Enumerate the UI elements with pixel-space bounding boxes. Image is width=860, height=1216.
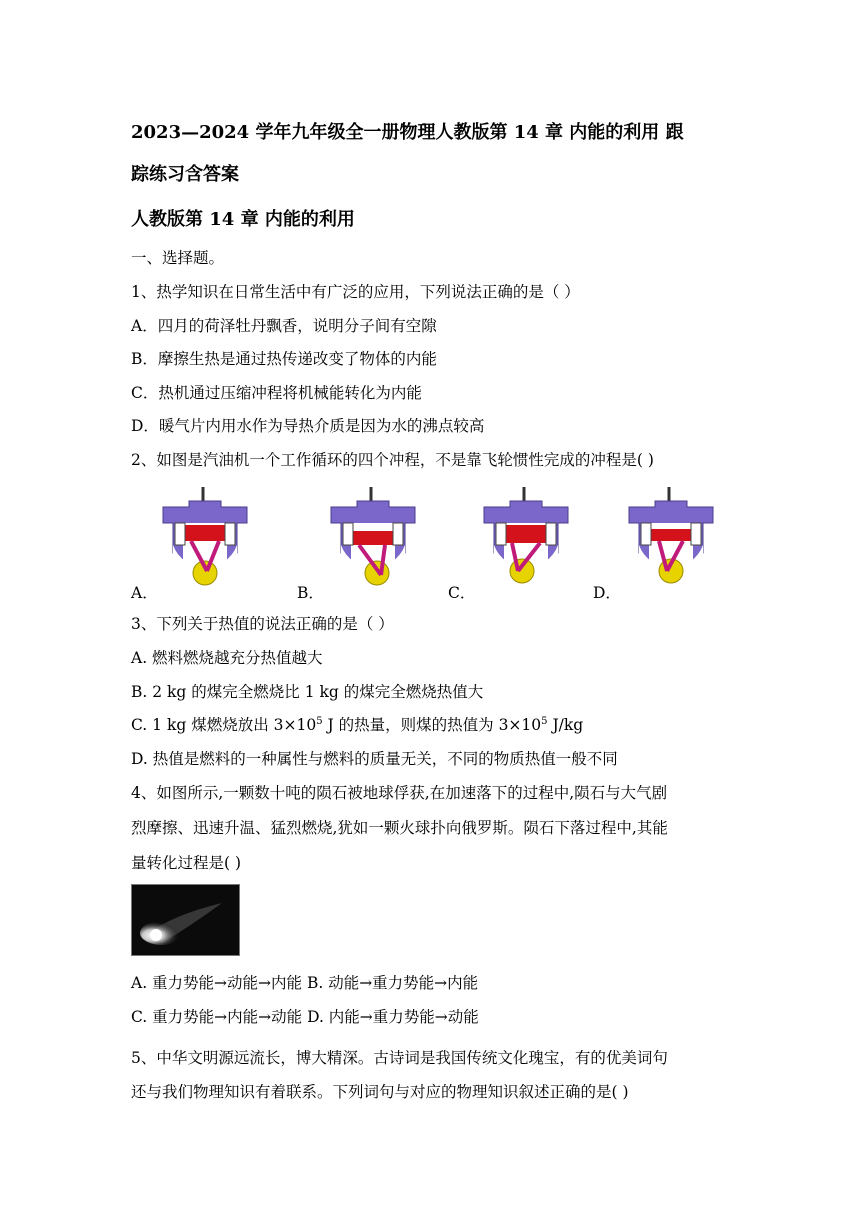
q3-option-b: B. 2 kg 的煤完全燃烧比 1 kg 的煤完全燃烧热值大 <box>131 683 484 701</box>
engine-label-a: A． <box>131 584 158 602</box>
engine-label-b: B． <box>297 584 324 602</box>
meteor-image <box>131 884 240 956</box>
q1-option-d: D．暖气片内用水作为导热介质是因为水的沸点较高 <box>131 417 485 435</box>
q2-engine-figures <box>131 485 731 602</box>
engine-diagram-a <box>155 485 255 595</box>
doc-title-line1: 2023—2024 学年九年级全一册物理人教版第 14 章 内能的利用 跟 <box>131 122 684 143</box>
q2-stem: 2、如图是汽油机一个工作循环的四个冲程，不是靠飞轮惯性完成的冲程是( ) <box>131 451 654 469</box>
engine-diagram-c <box>476 485 576 595</box>
q3-option-c: C. 1 kg 煤燃烧放出 $3\times 10^5$ J 的热量，则煤的热值为 $3\times 10^5$ J/kg <box>131 715 584 734</box>
q1-option-b: B．摩擦生热是通过热传递改变了物体的内能 <box>131 350 437 368</box>
engine-diagram-b <box>323 485 423 595</box>
q3-stem: 3、下列关于热值的说法正确的是（ ） <box>131 615 394 633</box>
q4-stem-line3: 量转化过程是( ) <box>131 854 242 872</box>
q5-stem-line1: 5、中华文明源远流长，博大精深。古诗词是我国传统文化瑰宝，有的优美词句 <box>131 1049 668 1067</box>
q3-option-d: D. 热值是燃料的一种属性与燃料的质量无关，不同的物质热值一般不同 <box>131 750 618 768</box>
q3-option-a: A. 燃料燃烧越充分热值越大 <box>131 649 323 667</box>
q4-options-cd: C. 重力势能→内能→动能 D. 内能→重力势能→动能 <box>131 1008 479 1026</box>
q1-option-c: C．热机通过压缩冲程将机械能转化为内能 <box>131 384 422 402</box>
q1-option-a: A．四月的荷泽牡丹飘香，说明分子间有空隙 <box>131 317 437 335</box>
q4-stem-line2: 烈摩擦、迅速升温、猛烈燃烧,犹如一颗火球扑向俄罗斯。陨石下落过程中,其能 <box>131 819 668 837</box>
q1-stem: 1、热学知识在日常生活中有广泛的应用，下列说法正确的是（ ） <box>131 283 580 301</box>
doc-subtitle: 人教版第 14 章 内能的利用 <box>131 209 355 230</box>
engine-label-c: C． <box>448 584 476 602</box>
engine-label-d: D． <box>593 584 621 602</box>
section-heading: 一、选择题。 <box>131 249 225 267</box>
doc-title-line2: 踪练习含答案 <box>131 164 239 185</box>
q4-stem-line1: 4、如图所示,一颗数十吨的陨石被地球俘获,在加速落下的过程中,陨石与大气剧 <box>131 784 668 802</box>
q5-stem-line2: 还与我们物理知识有着联系。下列词句与对应的物理知识叙述正确的是( ) <box>131 1083 629 1101</box>
engine-diagram-d <box>621 485 721 595</box>
q4-options-ab: A. 重力势能→动能→内能 B. 动能→重力势能→内能 <box>131 974 479 992</box>
